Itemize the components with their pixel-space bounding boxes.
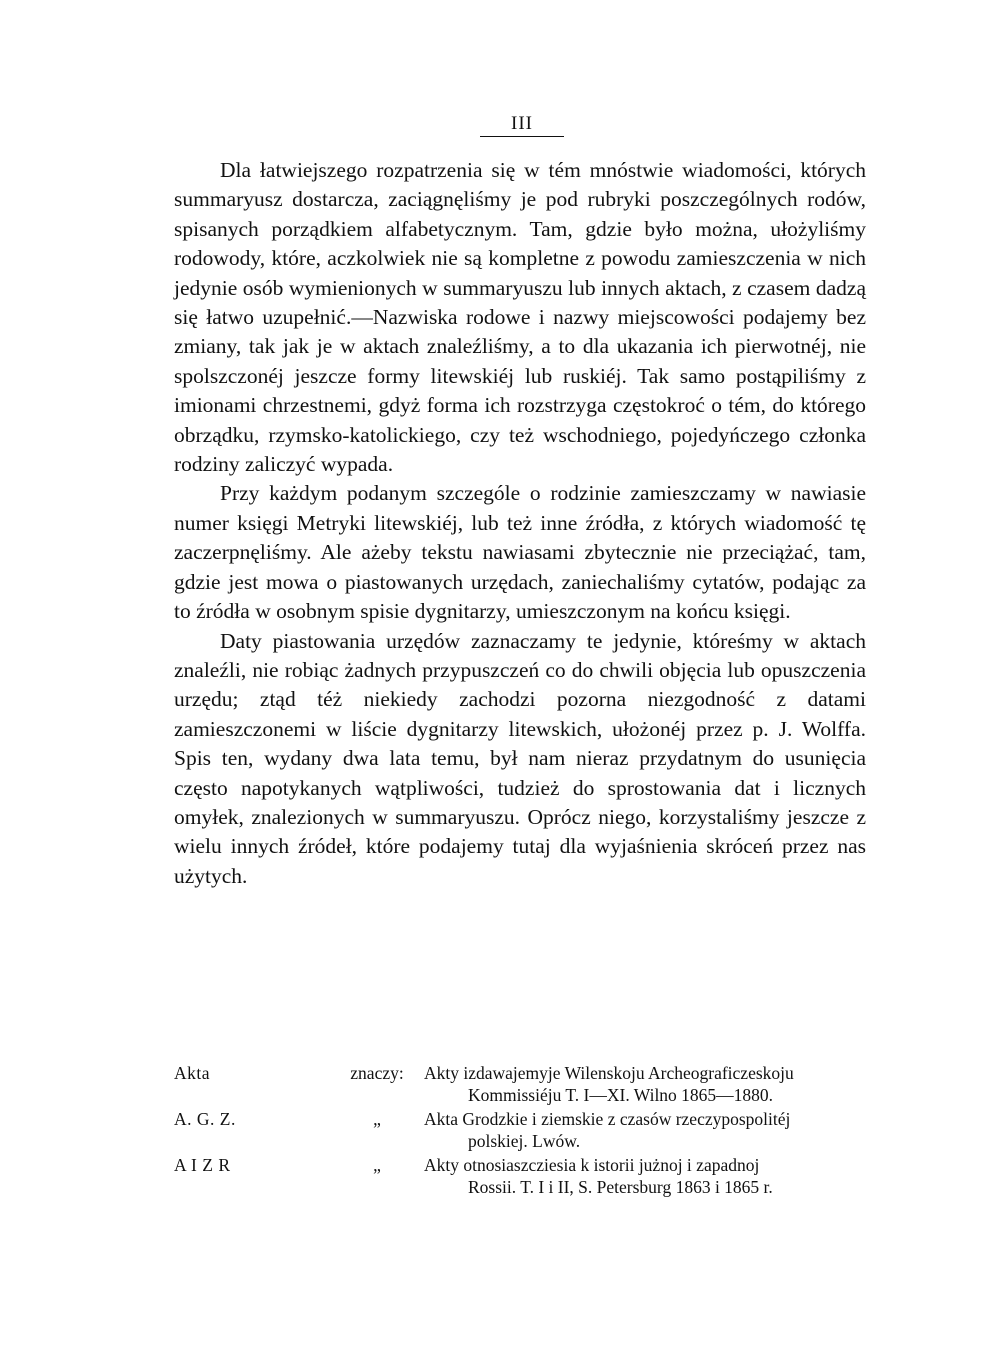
abbreviation-marker: „ <box>373 1109 381 1129</box>
paragraph-2: Przy każdym podanym szczególe o rodzinie zamieszczamy w nawiasie numer księgi Metryki litewskiéj, lub też inne źródła, z których wiadomość tę zaczerpnęliśmy. Ale ażeby tekstu nawiasami zbytecznie nie przeciążać, tam, gdzie jest mowa o piastowanych urzędach, zaniechaliśmy cytatów, podając za to źródła w osobnym spisie dygnitarzy, umieszczonym na końcu księgi. <box>174 481 866 624</box>
paragraph-1: Dla łatwiejszego rozpatrzenia się w tém mnóstwie wiadomości, których summaryusz dostarcza, zaciągnęliśmy je pod rubryki poszczególnych rodów, spisanych porządkiem alfabetycznym. Tam, gdzie było można, ułożyliśmy rodowody, które, aczkolwiek nie są kompletne z powodu zamieszczenia w nich jedynie osób wymienionych w summaryuszu lub innych aktach, z czasem dadzą się łatwo uzupełnić.—Nazwiska rodowe i nazwy miejscowości podajemy bez zmiany, tak jak je w aktach znaleźliśmy, a to dla ukazania ich pierwotnéj, nie spolszczonéj jeszcze formy litewskiéj lub ruskiéj. Tak samo postąpiliśmy z imionami chrzestnemi, gdyż forma ich rozstrzyga częstokroć o tém, do którego obrządku, rzymsko-katolickiego, czy też wschodniego, pojedyńczego członka rodziny zaliczyć wypada. <box>174 158 866 477</box>
abbreviation-key: Akta <box>174 1063 211 1083</box>
abbreviation-definition <box>424 1154 870 1198</box>
abbreviation-row <box>174 1062 870 1106</box>
abbreviation-key: A I Z R <box>174 1155 231 1175</box>
abbreviation-key: A. G. Z. <box>174 1109 236 1129</box>
definition-line-2: Kommissiéju T. I—XI. Wilno 1865—1880. <box>468 1085 774 1105</box>
definition-line-1: Akty izdawajemyje Wilenskoju Archeograficzeskoju <box>424 1063 794 1083</box>
page-number: III <box>480 112 564 137</box>
definition-line-1: Akta Grodzkie i ziemskie z czasów rzeczypospolitéj <box>424 1109 791 1129</box>
abbreviation-definition <box>424 1108 870 1152</box>
abbreviation-definition <box>424 1062 870 1106</box>
definition-line-1: Akty otnosiaszcziesia k istorii jużnoj i zapadnoj <box>424 1155 760 1175</box>
abbreviation-row <box>174 1154 870 1198</box>
definition-line-2: Rossii. T. I i II, S. Petersburg 1863 i 1865 r. <box>468 1177 773 1197</box>
definition-line-2: polskiej. Lwów. <box>468 1131 581 1151</box>
abbreviation-marker: „ <box>373 1155 381 1175</box>
abbreviation-marker: znaczy: <box>350 1063 404 1083</box>
paragraph-3: Daty piastowania urzędów zaznaczamy te jedynie, któreśmy w aktach znaleźli, nie robiąc żadnych przypuszczeń co do chwili objęcia lub opuszczenia urzędu; ztąd téż niekiedy zachodzi pozorna niezgodność z datami zamieszczonemi w liście dygnitarzy litewskich, ułożonéj przez p. J. Wolffa. Spis ten, wydany dwa lata temu, był nam nieraz przydatnym do usunięcia często napotykanych wątpliwości, tudzież do sprostowania dat i licznych omyłek, znalezionych w summaryuszu. Oprócz niego, korzystaliśmy jeszcze z wielu innych źródeł, które podajemy tutaj dla wyjaśnienia skróceń przez nas użytych. <box>174 628 866 888</box>
body-text <box>174 156 866 891</box>
abbreviation-row <box>174 1108 870 1152</box>
abbreviations-table <box>174 1062 870 1200</box>
